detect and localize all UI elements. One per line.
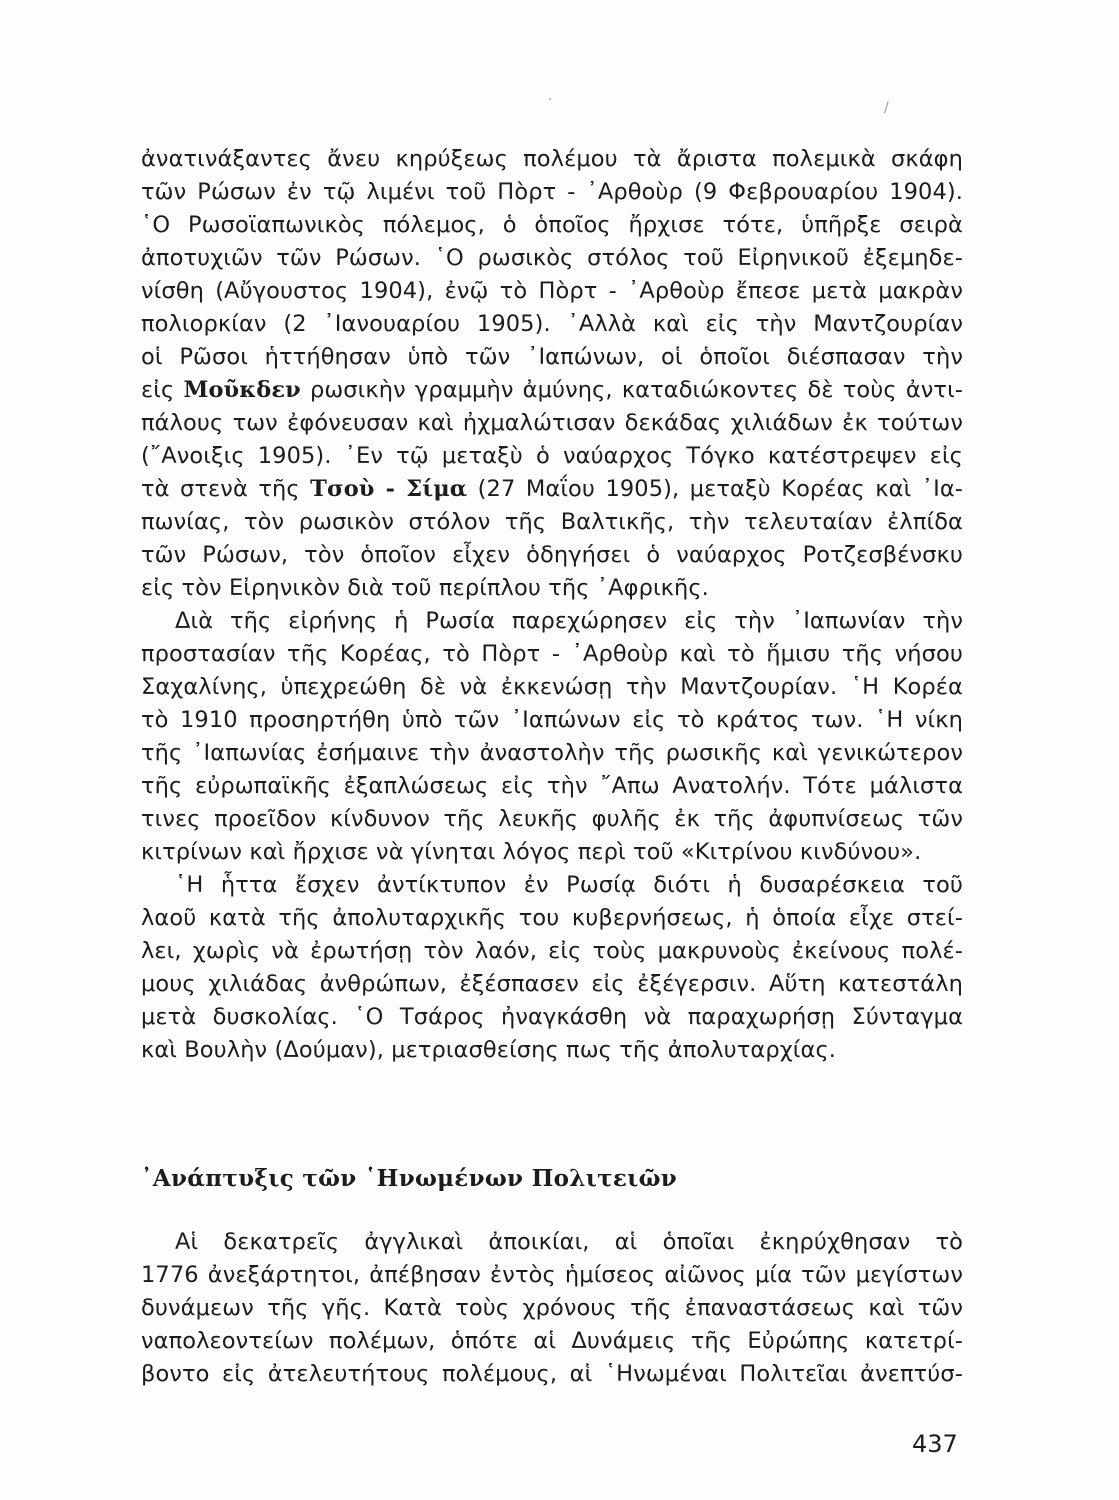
text-line: (῎Ανοιξις 1905). ᾿Εν τῷ μεταξὺ ὁ ναύαρχος Τόγκο κατέστρεψεν εἰς: [141, 443, 963, 469]
text-line: τῶν Ρώσων ἐν τῷ λιμένι τοῦ Πὸρτ - ᾿Αρθοὺρ (9 Φεβρουαρίου 1904).: [141, 179, 963, 205]
text-line: τῶν Ρώσων, τὸν ὁποῖον εἶχεν ὁδηγήσει ὁ ναύαρχος Ροτζεσβένσκυ: [141, 542, 963, 568]
text-line: εἰς τὸν Εἰρηνικὸν διὰ τοῦ περίπλου τῆς ᾿Αφρικῆς.: [141, 575, 709, 601]
section-heading: ᾿Ανάπτυξις τῶν ῾Ηνωμένων Πολιτειῶν: [141, 1165, 678, 1192]
text-line: καὶ Βουλὴν (Δούμαν), μετριασθείσης πως τῆς ἀπολυταρχίας.: [141, 1037, 837, 1063]
bold-place-name: Τσοὺ - Σίμα: [310, 476, 468, 502]
text-line: Διὰ τῆς εἰρήνης ἡ Ρωσία παρεχώρησεν εἰς τὴν ᾿Ιαπωνίαν τὴν: [175, 608, 963, 634]
text-line: Αἱ δεκατρεῖς ἀγγλικαὶ ἀποικίαι, αἱ ὁποῖαι ἐκηρύχθησαν τὸ: [175, 1229, 963, 1255]
text-line: ἀποτυχιῶν τῶν Ρώσων. ῾Ο ρωσικὸς στόλος τοῦ Εἰρηνικοῦ ἐξεμηδε-: [141, 245, 963, 271]
text-line: νίσθη (Αὔγουστος 1904), ἐνῷ τὸ Πὸρτ - ᾿Αρθοὺρ ἔπεσε μετὰ μακρὰν: [141, 278, 963, 304]
paragraph-united-states: [141, 1226, 963, 1391]
text-line: κιτρίνων καὶ ἤρχισε νὰ γίνηται λόγος περὶ τοῦ «Κιτρίνου κινδύνου».: [141, 839, 922, 865]
paragraph-russo-japanese-war: [141, 143, 963, 1067]
text-line: πάλους των ἐφόνευσαν καὶ ἠχμαλώτισαν δεκάδας χιλιάδων ἐκ τούτων: [141, 410, 963, 436]
text-line: [141, 374, 963, 407]
text-line: ῾Η ἧττα ἔσχεν ἀντίκτυπον ἐν Ρωσίᾳ διότι ἡ δυσαρέσκεια τοῦ: [175, 872, 963, 898]
text-line: Σαχαλίνης, ὑπεχρεώθη δὲ νὰ ἐκκενώσῃ τὴν Μαντζουρίαν. ῾Η Κορέα: [141, 674, 963, 700]
text-fragment: τὰ στενὰ τῆς: [141, 476, 311, 502]
text-line: ἀνατινάξαντες ἄνευ κηρύξεως πολέμου τὰ ἄριστα πολεμικὰ σκάφη: [141, 146, 963, 172]
text-line: τὸ 1910 προσηρτήθη ὑπὸ τῶν ᾿Ιαπώνων εἰς τὸ κράτος των. ῾Η νίκη: [141, 707, 963, 733]
text-line: δυνάμεων τῆς γῆς. Κατὰ τοὺς χρόνους τῆς ἐπαναστάσεως καὶ τῶν: [141, 1295, 963, 1321]
text-line: μετὰ δυσκολίας. ῾Ο Τσάρος ἠναγκάσθη νὰ παραχωρήσῃ Σύνταγμα: [141, 1004, 963, 1030]
text-fragment: εἰς: [141, 377, 184, 403]
scan-speck: ·: [548, 92, 553, 108]
text-line: τινες προεῖδον κίνδυνον τῆς λευκῆς φυλῆς ἐκ τῆς ἀφυπνίσεως τῶν: [141, 806, 963, 832]
text-line: ναπολεοντείων πολέμων, ὁπότε αἱ Δυνάμεις τῆς Εὐρώπης κατετρί-: [141, 1328, 963, 1354]
text-line: λει, χωρὶς νὰ ἐρωτήσῃ τὸν λαόν, εἰς τοὺς μακρυνοὺς ἐκείνους πολέ-: [141, 938, 963, 964]
text-line: πωνίας, τὸν ρωσικὸν στόλον τῆς Βαλτικῆς, τὴν τελευταίαν ἐλπίδα: [141, 509, 963, 535]
text-line: λαοῦ κατὰ τῆς ἀπολυταρχικῆς του κυβερνήσεως, ἡ ὁποία εἶχε στεί-: [141, 905, 963, 931]
text-line: ῾Ο Ρωσοϊαπωνικὸς πόλεμος, ὁ ὁποῖος ἤρχισε τότε, ὑπῆρξε σειρὰ: [141, 212, 963, 238]
text-line: πολιορκίαν (2 ᾿Ιανουαρίου 1905). ᾿Αλλὰ καὶ εἰς τὴν Μαντζουρίαν: [141, 311, 963, 337]
scan-mark: /: [884, 100, 889, 116]
text-fragment: ρωσικὴν γραμμὴν ἀμύνης, καταδιώκοντες δὲ τοὺς ἀντι-: [300, 377, 963, 403]
page-number: 437: [912, 1430, 958, 1458]
text-fragment: (27 Μαΐου 1905), μεταξὺ Κορέας καὶ ᾿Ια-: [467, 476, 963, 502]
text-line: βοντο εἰς ἀτελευτήτους πολέμους, αἱ ῾Ηνωμέναι Πολιτεῖαι ἀνεπτύσ-: [141, 1361, 963, 1387]
text-line: τῆς εὐρωπαϊκῆς ἐξαπλώσεως εἰς τὴν ῎Απω Ανατολήν. Τότε μάλιστα: [141, 773, 963, 799]
text-line: οἱ Ρῶσοι ἡττήθησαν ὑπὸ τῶν ᾿Ιαπώνων, οἱ ὁποῖοι διέσπασαν τὴν: [141, 344, 963, 370]
text-line: [141, 473, 963, 506]
text-line: προστασίαν τῆς Κορέας, τὸ Πὸρτ - ᾿Αρθοὺρ καὶ τὸ ἥμισυ τῆς νήσου: [141, 641, 963, 667]
text-line: τῆς ᾿Ιαπωνίας ἐσήμαινε τὴν ἀναστολὴν τῆς ρωσικῆς καὶ γενικώτερον: [141, 740, 963, 766]
text-line: μους χιλιάδας ἀνθρώπων, ἐξέσπασεν εἰς ἐξέγερσιν. Αὕτη κατεστάλη: [141, 971, 963, 997]
text-line: 1776 ἀνεξάρτητοι, ἀπέβησαν ἐντὸς ἡμίσεος αἰῶνος μία τῶν μεγίστων: [141, 1262, 963, 1288]
bold-place-name: Μοῦκδεν: [183, 377, 301, 403]
